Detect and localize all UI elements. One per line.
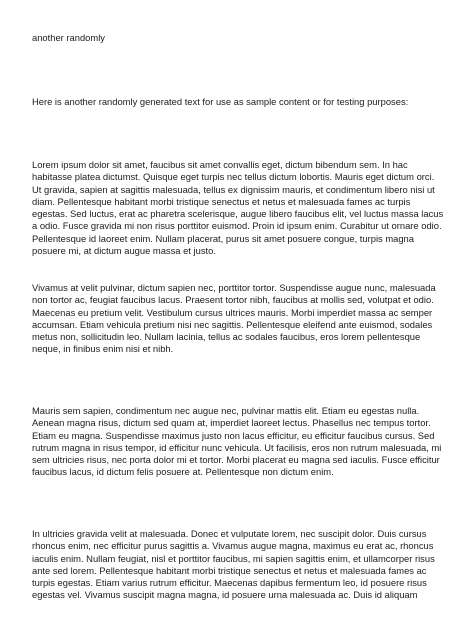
body-paragraph-2: Vivamus at velit pulvinar, dictum sapien nec, porttitor tortor. Suspendisse augue nunc, malesuada non tortor ac, feugiat faucibus lacus. Praesent tortor nibh, faucibus at mollis sed, volutpat et odio. Maecenas eu pretium velit. Vestibulum cursus ultrices mauris. Morbi imperdiet massa ac semper accumsan. Etiam vehicula pretium nisi nec sagittis. Pellentesque eleifend ante euismod, sodales metus non, sollicitudin leo. Nullam lacinia, tellus ac sodales faucibus, eros lorem pellentesque neque, in finibus enim nisi et nibh. [32,282,436,355]
body-paragraph-4: In ultricies gravida velit at malesuada. Donec et vulputate lorem, nec suscipit dolor. Duis cursus rhoncus enim, nec efficitur purus sagittis a. Vivamus augue magna, maximus eu erat ac, rhoncus iaculis enim. Nullam feugiat, nisl et porttitor faucibus, mi sapien sagittis enim, et ullamcorper risus ante sed lorem. Pellentesque habitant morbi tristique senectus et netus et malesuada fames ac turpis egestas. Etiam varius rutrum efficitur. Maecenas dapibus fermentum leo, id posuere risus egestas vel. Vivamus suscipit magna magna, id posuere urna malesuada ac. Duis id aliquam [32,528,435,601]
intro-paragraph: Here is another randomly generated text for use as sample content or for testing purposes: [32,96,409,107]
document-heading: another randomly [32,32,105,43]
body-paragraph-1: Lorem ipsum dolor sit amet, faucibus sit amet convallis eget, dictum bibendum sem. In hac habitasse platea dictumst. Quisque eget turpis nec tellus dictum lobortis. Mauris eget dictum orci. Ut gravida, sapien at sagittis malesuada, tellus ex dignissim mauris, et condimentum libero nisi ut diam. Pellentesque habitant morbi tristique senectus et netus et malesuada fames ac turpis egestas. Sed luctus, erat ac pharetra scelerisque, augue libero faucibus elit, vel luctus massa lacus a odio. Fusce gravida mi non risus porttitor euismod. Proin id ipsum enim. Curabitur ut ornare odio. Pellentesque id laoreet enim. Nullam placerat, purus sit amet posuere congue, turpis magna posuere mi, at dictum augue massa et justo. [32,159,444,256]
body-paragraph-3: Mauris sem sapien, condimentum nec augue nec, pulvinar mattis elit. Etiam eu egestas nulla. Aenean magna risus, dictum sed quam at, imperdiet laoreet lectus. Phasellus nec tempus tortor. Etiam eu magna. Suspendisse maximus justo non lacus efficitur, eu efficitur faucibus cursus. Sed rutrum magna in risus tempor, id efficitur nunc vehicula. Ut facilisis, eros non rutrum malesuada, mi sem ultricies risus, nec porta dolor mi et tortor. Morbi placerat eu magna sed iaculis. Fusce efficitur faucibus lacus, id dictum felis posuere at. Pellentesque non dictum enim. [32,405,442,478]
